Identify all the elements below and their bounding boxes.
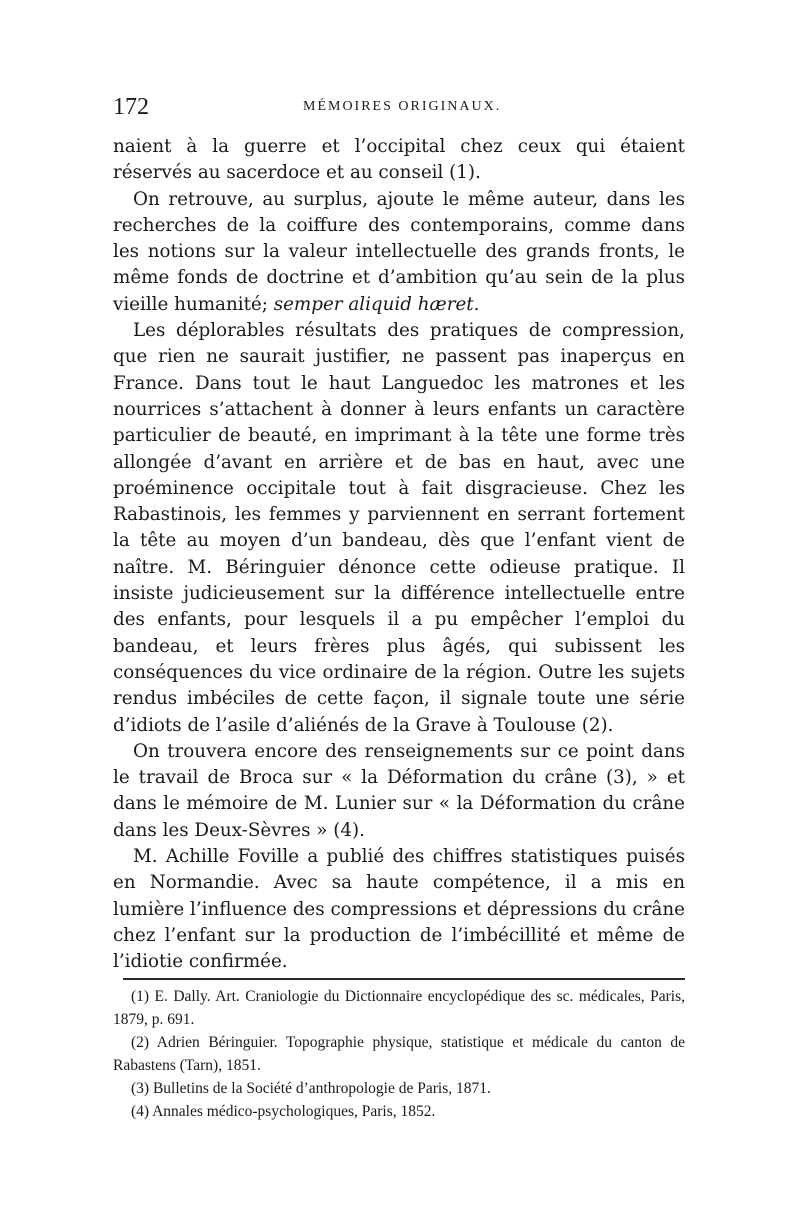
paragraph-3: Les déplorables résultats des pratiques de compression, que rien ne saurait justifier, ne passent pas inaperçus en France. Dans tout le haut Languedoc les matrones et les nourrices s’attachent à donner à leurs enfants un caractère particulier de beauté, en imprimant à la tête une forme très allongée d’avant en arrière et de bas en haut, avec une proéminence occipitale tout à fait disgracieuse. Chez les Rabastinois, les femmes y parviennent en serrant fortement la tête au moyen d’un bandeau, dès que l’enfant vient de naître. M. Béringuier dénonce cette odieuse pratique. Il insiste judicieusement sur la différence intellectuelle entre des enfants, pour lesquels il a pu empêcher l’emploi du bandeau, et leurs frères plus âgés, qui subissent les conséquences du vice ordinaire de la région. Outre les sujets rendus imbéciles de cette façon, il signale toute une série d’idiots de l’asile d’aliénés de la Grave à Toulouse (2).	[113, 320, 685, 736]
footnote-2: (2) Adrien Béringuier. Topographie physique, statistique et médicale du canton de Rabastens (Tarn), 1851.	[113, 1034, 685, 1074]
page-header	[113, 92, 685, 122]
running-head: MÉMOIRES ORIGINAUX.	[303, 99, 502, 114]
footnote-1: (1) E. Dally. Art. Craniologie du Dictionnaire encyclopédique des sc. médicales, Paris, 1879, p. 691.	[113, 988, 685, 1028]
body-text	[113, 134, 685, 976]
paragraph-2	[113, 187, 685, 318]
footnotes	[113, 985, 685, 1123]
paragraph-5: M. Achille Foville a publié des chiffres statistiques puisés en Normandie. Avec sa haute compétence, il a mis en lumière l’influence des compressions et dépressions du crâne chez l’enfant sur la production de l’imbécillité et même de l’idiotie confirmée.	[113, 846, 685, 973]
footnote-3: (3) Bulletins de la Société d’anthropologie de Paris, 1871.	[131, 1080, 491, 1097]
paragraph-1: naient à la guerre et l’occipital chez ceux qui étaient réservés au sacerdoce et au conseil (1).	[113, 136, 685, 184]
latin-phrase: semper aliquid hæret.	[273, 293, 480, 315]
page-number: 172	[113, 94, 149, 120]
footnote-divider	[123, 978, 685, 980]
paragraph-2-text: On retrouve, au surplus, ajoute le même auteur, dans les recherches de la coiffure des contemporains, comme dans les notions sur la valeur intellectuelle des grands fronts, le même fonds de doctrine et d’ambition qu’au sein de la plus vieille humanité;	[113, 188, 685, 315]
footnote-4: (4) Annales médico-psychologiques, Paris, 1852.	[131, 1103, 436, 1120]
paragraph-4: On trouvera encore des renseignements sur ce point dans le travail de Broca sur « la Déformation du crâne (3), » et dans le mémoire de M. Lunier sur « la Déformation du crâne dans les Deux-Sèvres » (4).	[113, 740, 685, 841]
